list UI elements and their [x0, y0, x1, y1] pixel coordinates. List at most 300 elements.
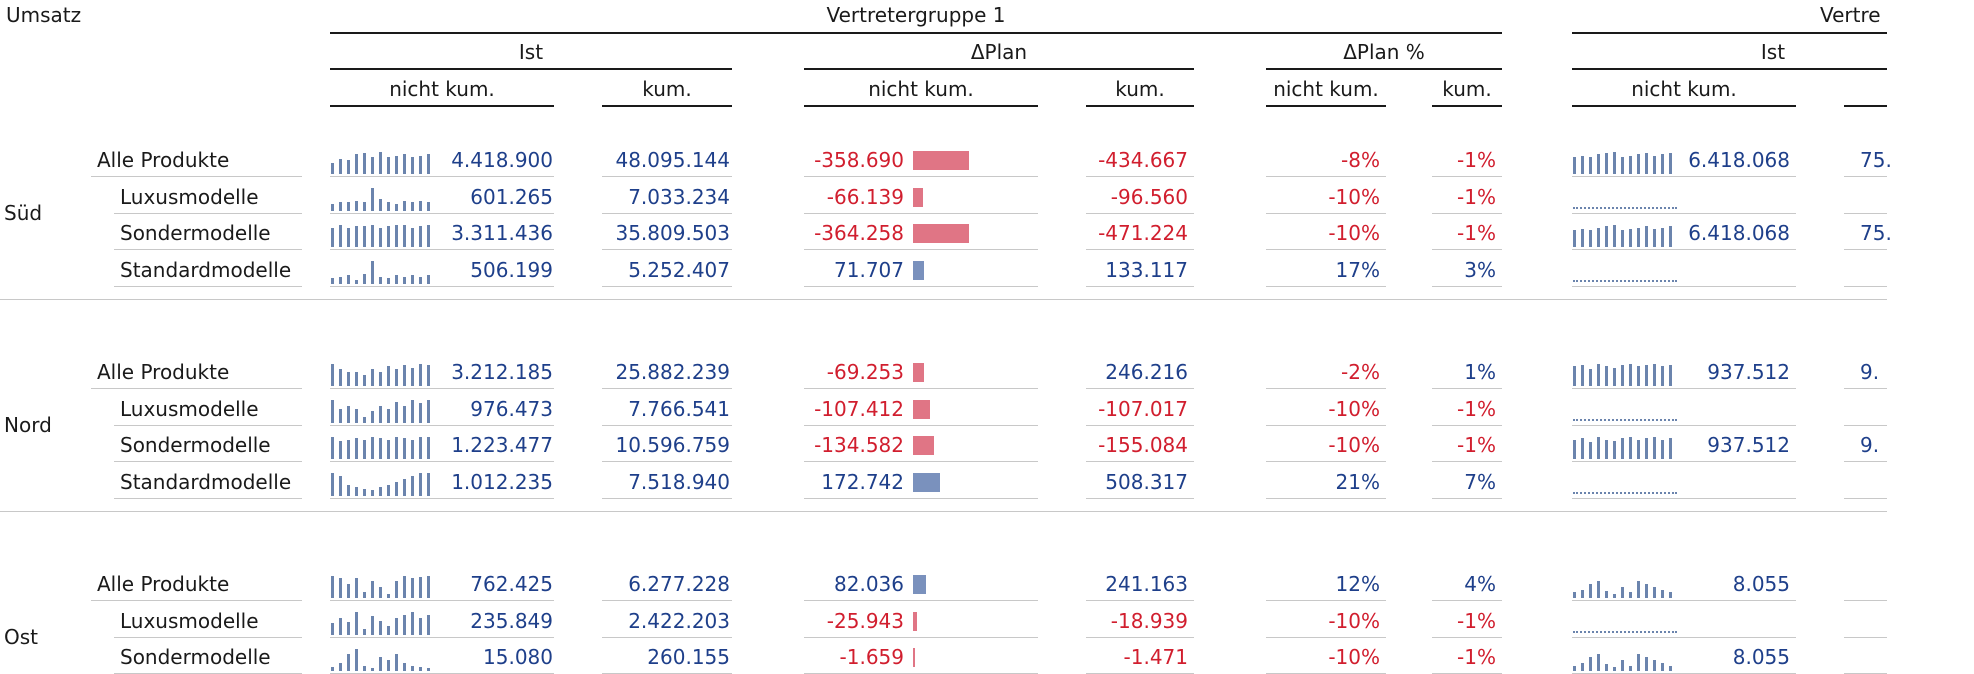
row-line [114, 498, 302, 499]
row-line [1572, 425, 1796, 426]
dplanpct-kum-value: -1% [1457, 645, 1496, 670]
row-line [1086, 498, 1194, 499]
spark-bar [1589, 230, 1592, 247]
dplan-kum-value: -434.667 [1098, 148, 1188, 172]
row-line [602, 425, 732, 426]
region-label-0: Süd [4, 200, 43, 225]
spark-bar [331, 473, 334, 495]
spark-bar [427, 473, 430, 495]
spark-bar [379, 657, 382, 671]
spark-bar [1581, 590, 1584, 598]
row-line [91, 388, 302, 389]
row-line [330, 461, 554, 462]
spark-bar [347, 406, 350, 423]
rule-dplan-kum [1086, 105, 1194, 107]
ist-nicht-kum-value: 601.265 [470, 184, 553, 209]
row-line [804, 461, 1038, 462]
dplanpct-kum-value: 4% [1464, 572, 1496, 596]
ist-kum-value: 7.518.940 [628, 469, 730, 494]
row-line [602, 498, 732, 499]
dplanpct-kum-value: -1% [1457, 148, 1496, 172]
ist-g2-nicht-kum-value: 6.418.068 [1688, 148, 1790, 172]
row-line [1266, 461, 1386, 462]
ist-g2-nicht-kum-value: 937.512 [1707, 360, 1790, 384]
spark-bar [1613, 225, 1616, 247]
row-line [602, 600, 732, 601]
ist-g2-empty-line [1573, 631, 1677, 633]
spark-bar [347, 440, 350, 460]
spark-bar [331, 400, 334, 422]
ist-nicht-kum-value: 235.849 [470, 608, 553, 633]
spark-bar [411, 400, 414, 422]
spark-bar [1581, 156, 1584, 174]
spark-bar [395, 369, 398, 386]
row-line [1572, 498, 1796, 499]
spark-bar [419, 473, 422, 495]
dplan-nicht-kum-value: -107.412 [814, 396, 904, 421]
dplan-bar [913, 151, 969, 170]
dplan-nicht-kum-value: -364.258 [814, 221, 904, 246]
dplan-bar [913, 612, 917, 631]
spark-bar [1605, 440, 1608, 460]
ist-kum-value: 2.422.203 [628, 608, 730, 633]
spark-bar [427, 400, 430, 422]
ist-kum-value: 7.766.541 [628, 396, 730, 421]
spark-bar [403, 365, 406, 386]
spark-bar [371, 616, 374, 634]
row-line [1572, 286, 1796, 287]
spark-bar [427, 365, 430, 386]
row-line [1844, 286, 1887, 287]
row-line [1086, 637, 1194, 638]
spark-bar [427, 437, 430, 459]
dplanpct-nicht-kum-value: -10% [1328, 396, 1380, 421]
spark-bar [1637, 440, 1640, 460]
spark-bar [379, 199, 382, 210]
ist-nicht-kum-value: 762.425 [470, 572, 553, 596]
spark-bar [411, 578, 414, 598]
spark-bar [1573, 592, 1576, 598]
row-line [114, 425, 302, 426]
ist-g2-nicht-kum-value: 8.055 [1732, 572, 1790, 596]
dplan-bar [913, 400, 930, 419]
ist-nicht-kum-value: 3.311.436 [451, 221, 553, 246]
spark-bar [387, 660, 390, 671]
ist-sparkline [331, 399, 439, 423]
spark-bar [1669, 226, 1672, 247]
spark-bar [387, 626, 390, 634]
row-line [1266, 388, 1386, 389]
spark-bar [355, 201, 358, 211]
spark-bar [1605, 226, 1608, 247]
row-label: Sondermodelle [120, 645, 271, 670]
dplan-nicht-kum-value: -134.582 [814, 433, 904, 458]
spark-bar [363, 226, 366, 247]
spark-bar [1669, 666, 1672, 672]
spark-bar [379, 487, 382, 495]
spark-bar [1629, 156, 1632, 174]
dplan-nicht-kum-value: 82.036 [834, 572, 904, 596]
spark-bar [355, 612, 358, 634]
row-line [1432, 461, 1502, 462]
spark-bar [1597, 437, 1600, 459]
row-line [602, 213, 732, 214]
spark-bar [1629, 437, 1632, 459]
dplanpct-nicht-kum-value: 12% [1335, 572, 1380, 596]
spark-bar [1589, 442, 1592, 459]
dplan-bar [913, 648, 915, 667]
spark-bar [1621, 660, 1624, 671]
dplanpct-nicht-kum-value: 21% [1335, 469, 1380, 494]
dplan-nicht-kum-value: 71.707 [834, 257, 904, 282]
spark-bar [1669, 365, 1672, 386]
row-line [114, 286, 302, 287]
row-line [114, 213, 302, 214]
spark-bar [379, 587, 382, 598]
spark-bar [339, 369, 342, 386]
spark-bar [363, 592, 366, 598]
subheader-ist-nicht-kum: nicht kum. [389, 77, 495, 101]
row-label: Luxusmodelle [120, 184, 259, 209]
ist-sparkline [331, 362, 439, 386]
spark-bar [419, 226, 422, 247]
header-dplan-pct: ΔPlan % [1343, 40, 1425, 64]
spark-bar [371, 668, 374, 671]
dplan-kum-value: -18.939 [1110, 608, 1188, 633]
report-title: Umsatz [6, 3, 82, 27]
row-line [114, 461, 302, 462]
spark-bar [419, 364, 422, 386]
spark-bar [339, 618, 342, 635]
spark-bar [387, 594, 390, 598]
spark-bar [411, 476, 414, 496]
spark-bar [395, 225, 398, 247]
ist-sparkline [331, 435, 439, 459]
spark-bar [355, 372, 358, 386]
spark-bar [1661, 590, 1664, 598]
spark-bar [411, 666, 414, 672]
spark-bar [395, 581, 398, 598]
spark-bar [371, 188, 374, 210]
spark-bar [347, 275, 350, 283]
row-line [1844, 249, 1887, 250]
spark-bar [1637, 654, 1640, 671]
spark-bar [347, 372, 350, 386]
spark-bar [1589, 657, 1592, 671]
dplan-kum-value: -1.471 [1123, 645, 1188, 670]
spark-bar [419, 667, 422, 671]
row-line [804, 637, 1038, 638]
ist-g2-empty-line [1573, 492, 1677, 494]
row-label: Sondermodelle [120, 433, 271, 458]
spark-bar [403, 277, 406, 284]
dplan-kum-value: -155.084 [1098, 433, 1188, 458]
spark-bar [355, 226, 358, 247]
spark-bar [339, 202, 342, 210]
spark-bar [355, 649, 358, 671]
ist-nicht-kum-value: 3.212.185 [451, 360, 553, 384]
spark-bar [403, 201, 406, 211]
row-label: Luxusmodelle [120, 608, 259, 633]
row-line [114, 637, 302, 638]
spark-bar [1629, 592, 1632, 598]
spark-bar [419, 437, 422, 459]
spark-bar [1621, 230, 1624, 247]
spark-bar [1597, 581, 1600, 598]
dplan-bar [913, 224, 969, 243]
dplanpct-kum-value: -1% [1457, 608, 1496, 633]
spark-bar [331, 364, 334, 386]
row-label: Alle Produkte [97, 148, 230, 172]
dplanpct-kum-value: 7% [1464, 469, 1496, 494]
ist-kum-value: 35.809.503 [615, 221, 730, 246]
ist-g2-sparkline [1573, 574, 1681, 598]
dplan-kum-value: 246.216 [1105, 360, 1188, 384]
row-line [1572, 461, 1796, 462]
row-line [1266, 637, 1386, 638]
row-label: Alle Produkte [97, 572, 230, 596]
spark-bar [403, 615, 406, 635]
spark-bar [1669, 153, 1672, 174]
row-line [330, 286, 554, 287]
ist-sparkline [331, 187, 439, 211]
spark-bar [379, 406, 382, 423]
spark-bar [403, 438, 406, 459]
header-ist: Ist [518, 40, 544, 64]
spark-bar [1645, 226, 1648, 247]
row-line [330, 176, 554, 177]
spark-bar [1629, 666, 1632, 672]
rule-dplanpct-kum [1432, 105, 1502, 107]
spark-bar [371, 490, 374, 496]
spark-bar [395, 402, 398, 423]
ist-sparkline [331, 223, 439, 247]
spark-bar [1613, 368, 1616, 386]
subheader-dplan-nicht-kum: nicht kum. [868, 77, 974, 101]
spark-bar [379, 372, 382, 386]
row-line [1266, 425, 1386, 426]
spark-bar [1645, 584, 1648, 598]
spark-bar [331, 204, 334, 211]
row-line [1432, 388, 1502, 389]
spark-bar [1637, 581, 1640, 598]
dplan-nicht-kum-value: -1.659 [839, 645, 904, 670]
row-line [1572, 249, 1796, 250]
spark-bar [339, 409, 342, 423]
spark-bar [387, 278, 390, 284]
row-line [1572, 176, 1796, 177]
spark-bar [1661, 663, 1664, 671]
spark-bar [403, 663, 406, 671]
row-line [602, 388, 732, 389]
row-line [804, 286, 1038, 287]
spark-bar [387, 157, 390, 174]
row-line [330, 425, 554, 426]
spark-bar [387, 440, 390, 460]
row-line [1844, 425, 1887, 426]
spark-bar [363, 375, 366, 386]
spark-bar [1605, 153, 1608, 174]
spark-bar [1597, 228, 1600, 248]
spark-bar [427, 154, 430, 174]
spark-bar [371, 411, 374, 422]
spark-bar [363, 202, 366, 210]
spark-bar [347, 485, 350, 496]
row-line [1086, 213, 1194, 214]
ist-nicht-kum-value: 976.473 [470, 396, 553, 421]
dplan-nicht-kum-value: -66.139 [826, 184, 904, 209]
dplanpct-nicht-kum-value: -10% [1328, 433, 1380, 458]
row-line [1432, 286, 1502, 287]
dplanpct-kum-value: -1% [1457, 396, 1496, 421]
region-separator [0, 511, 1887, 512]
rule-ist-g2-kum [1844, 105, 1887, 107]
spark-bar [1637, 154, 1640, 174]
spark-bar [371, 581, 374, 598]
spark-bar [379, 438, 382, 459]
row-line [1432, 213, 1502, 214]
spark-bar [1669, 592, 1672, 598]
row-line [1844, 388, 1887, 389]
row-line [1086, 249, 1194, 250]
spark-bar [363, 489, 366, 496]
group-header-1: Vertretergruppe 1 [826, 3, 1006, 27]
spark-bar [363, 666, 366, 672]
spark-bar [427, 202, 430, 210]
dplan-bar [913, 188, 923, 207]
row-line [330, 213, 554, 214]
spark-bar [419, 403, 422, 423]
row-line [1266, 249, 1386, 250]
group-header-2: Vertre [1820, 3, 1881, 27]
spark-bar [419, 201, 422, 211]
row-line [1266, 286, 1386, 287]
ist-sparkline [331, 611, 439, 635]
subheader-dplanpct-nicht-kum: nicht kum. [1273, 77, 1379, 101]
spark-bar [363, 274, 366, 284]
row-line [1844, 498, 1887, 499]
spark-bar [1581, 229, 1584, 247]
row-line [1844, 461, 1887, 462]
spark-bar [411, 157, 414, 174]
spark-bar [347, 160, 350, 174]
row-line [1572, 637, 1796, 638]
dplanpct-nicht-kum-value: -10% [1328, 221, 1380, 246]
spark-bar [1661, 366, 1664, 386]
group-rule-1 [330, 32, 1502, 34]
spark-bar [395, 275, 398, 283]
ist-g2-kum-value: 9. [1860, 360, 1880, 384]
row-line [1266, 176, 1386, 177]
ist-kum-value: 260.155 [647, 645, 730, 670]
ist-g2-empty-line [1573, 207, 1677, 209]
ist-kum-value: 48.095.144 [615, 148, 730, 172]
spark-bar [331, 437, 334, 459]
dplan-bar [913, 575, 926, 594]
spark-bar [1605, 664, 1608, 671]
row-line [1086, 286, 1194, 287]
row-line [1432, 249, 1502, 250]
spark-bar [1605, 366, 1608, 386]
row-line [602, 286, 732, 287]
ist-sparkline [331, 150, 439, 174]
dplan-nicht-kum-value: -69.253 [826, 360, 904, 384]
spark-bar [1613, 667, 1616, 671]
region-label-2: Ost [4, 624, 39, 649]
spark-bar [347, 622, 350, 635]
spark-bar [355, 409, 358, 423]
spark-bar [1621, 157, 1624, 174]
spark-bar [1573, 157, 1576, 174]
row-line [1432, 176, 1502, 177]
dplan-nicht-kum-value: -25.943 [826, 608, 904, 633]
spark-bar [339, 476, 342, 496]
row-line [804, 498, 1038, 499]
spark-bar [355, 487, 358, 495]
spark-bar [1661, 440, 1664, 460]
subheader-ist-g2-nicht-kum: nicht kum. [1631, 77, 1737, 101]
ist-kum-value: 6.277.228 [628, 572, 730, 596]
spark-bar [395, 204, 398, 211]
spark-bar [1581, 663, 1584, 671]
row-line [804, 213, 1038, 214]
spark-bar [403, 576, 406, 598]
spark-bar [1653, 229, 1656, 247]
spark-bar [371, 437, 374, 459]
spark-bar [355, 154, 358, 174]
spark-bar [1637, 228, 1640, 248]
subheader-dplanpct-kum: kum. [1442, 77, 1492, 101]
spark-bar [363, 417, 366, 423]
dplanpct-kum-value: 3% [1464, 257, 1496, 282]
spark-bar [1597, 364, 1600, 386]
dplanpct-kum-value: -1% [1457, 433, 1496, 458]
dplanpct-nicht-kum-value: -10% [1328, 608, 1380, 633]
spark-bar [1621, 587, 1624, 598]
ist-sparkline [331, 472, 439, 496]
row-line [1844, 600, 1887, 601]
ist-g2-empty-line [1573, 419, 1677, 421]
dplanpct-kum-value: -1% [1457, 184, 1496, 209]
spark-bar [1629, 364, 1632, 386]
spark-bar [403, 406, 406, 423]
rule-ist [330, 68, 732, 70]
spark-bar [339, 277, 342, 284]
spark-bar [427, 615, 430, 635]
spark-bar [427, 225, 430, 247]
subheader-dplan-kum: kum. [1115, 77, 1165, 101]
spark-bar [395, 482, 398, 496]
ist-g2-sparkline [1573, 647, 1681, 671]
spark-bar [1573, 440, 1576, 460]
dplan-kum-value: 133.117 [1105, 257, 1188, 282]
dplanpct-nicht-kum-value: -8% [1341, 148, 1380, 172]
spark-bar [411, 202, 414, 210]
header-ist-g2: Ist [1760, 40, 1786, 64]
dplanpct-kum-value: -1% [1457, 221, 1496, 246]
spark-bar [363, 153, 366, 174]
row-line [1572, 388, 1796, 389]
spark-bar [1613, 152, 1616, 174]
spark-bar [1589, 369, 1592, 386]
row-line [91, 176, 302, 177]
ist-g2-kum-value: 75. [1860, 221, 1892, 246]
spark-bar [1653, 364, 1656, 386]
ist-g2-nicht-kum-value: 6.418.068 [1688, 221, 1790, 246]
spark-bar [339, 225, 342, 247]
row-line [804, 425, 1038, 426]
ist-g2-sparkline [1573, 435, 1681, 459]
